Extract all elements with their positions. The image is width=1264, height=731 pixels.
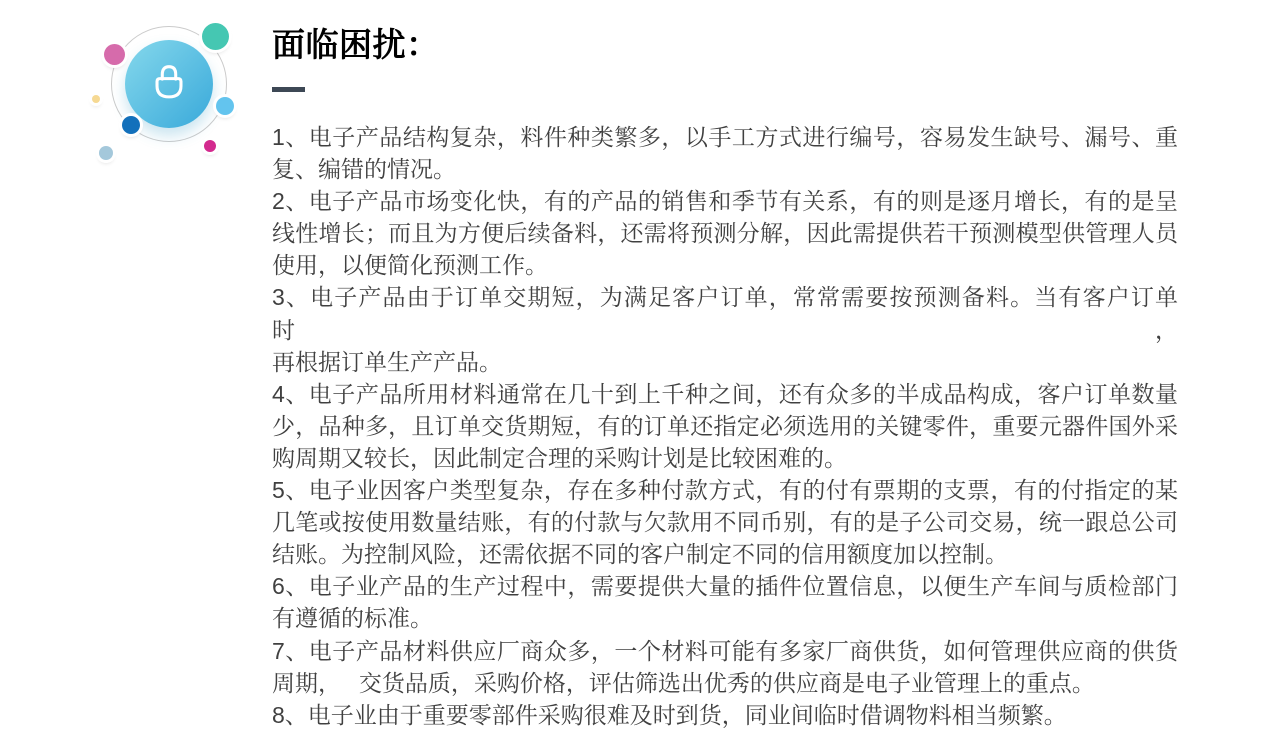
lock-badge-decoration: [88, 12, 248, 172]
list-item: [272, 474, 1178, 570]
trouble-list: [272, 121, 1178, 731]
list-item-line: 4、电子产品所用材料通常在几十到上千种之间，还有众多的半成品构成，客户订单数量: [272, 380, 1178, 407]
gray-blue-dot: [99, 146, 113, 160]
list-item-line: 1、电子产品结构复杂，料件种类繁多，以手工方式进行编号，容易发生缺号、漏号、重: [272, 124, 1178, 150]
list-item-line: 周期， 交货品质，采购价格，评估筛选出优秀的供应商是电子业管理上的重点。: [272, 669, 1095, 696]
list-item-line: 再根据订单生产产品。: [272, 348, 502, 375]
list-item: [272, 378, 1178, 474]
list-item-line: 复、编错的情况。: [272, 156, 456, 183]
list-item-line: 2、电子产品市场变化快，有的产品的销售和季节有关系，有的则是逐月增长，有的是呈: [272, 188, 1178, 215]
list-item-line: 6、电子业产品的生产过程中，需要提供大量的插件位置信息，以便生产车间与质检部门: [272, 573, 1178, 600]
dark-blue-dot: [122, 116, 140, 134]
list-item-line: 7、电子产品材料供应厂商众多，一个材料可能有多家厂商供货，如何管理供应商的供货: [272, 637, 1178, 664]
lock-circle: [125, 40, 213, 128]
light-blue-dot: [216, 97, 234, 115]
list-item-line: 几笔或按使用数量结账，有的付款与欠款用不同币别，有的是子公司交易，统一跟总公司: [272, 509, 1178, 536]
list-item-line: 有遵循的标准。: [272, 605, 433, 632]
list-item-line: 线性增长；而且为方便后续备料，还需将预测分解，因此需提供若干预测模型供管理人员: [272, 220, 1178, 247]
list-item-line: 购周期又较长，因此制定合理的采购计划是比较困难的。: [272, 444, 847, 471]
list-item: [272, 185, 1178, 281]
list-item: [272, 281, 1178, 377]
list-item-line: 3、电子产品由于订单交期短，为满足客户订单，常常需要按预测备料。当有客户订单时，: [272, 284, 1178, 343]
pink-dot: [104, 44, 125, 65]
page-title: 面临困扰：: [272, 26, 440, 63]
lock-icon: [146, 59, 192, 110]
list-item: [272, 570, 1178, 634]
magenta-dot: [204, 140, 216, 152]
list-item-line: 8、电子业由于重要零部件采购很难及时到货，同业间临时借调物料相当频繁。: [272, 701, 1067, 728]
list-item: [272, 635, 1178, 699]
yellow-dot: [92, 95, 100, 103]
list-item: [272, 121, 1178, 185]
list-item: [272, 699, 1178, 731]
list-item-line: 5、电子业因客户类型复杂，存在多种付款方式，有的付有票期的支票，有的付指定的某: [272, 477, 1178, 504]
list-item-line: 少，品种多，且订单交货期短，有的订单还指定必须选用的关键零件，重要元器件国外采: [272, 412, 1178, 439]
title-underline: [272, 87, 305, 92]
list-item-line: 结账。为控制风险，还需依据不同的客户制定不同的信用额度加以控制。: [272, 541, 1008, 568]
list-item-line: 使用，以便简化预测工作。: [272, 252, 548, 279]
teal-dot: [202, 23, 229, 50]
